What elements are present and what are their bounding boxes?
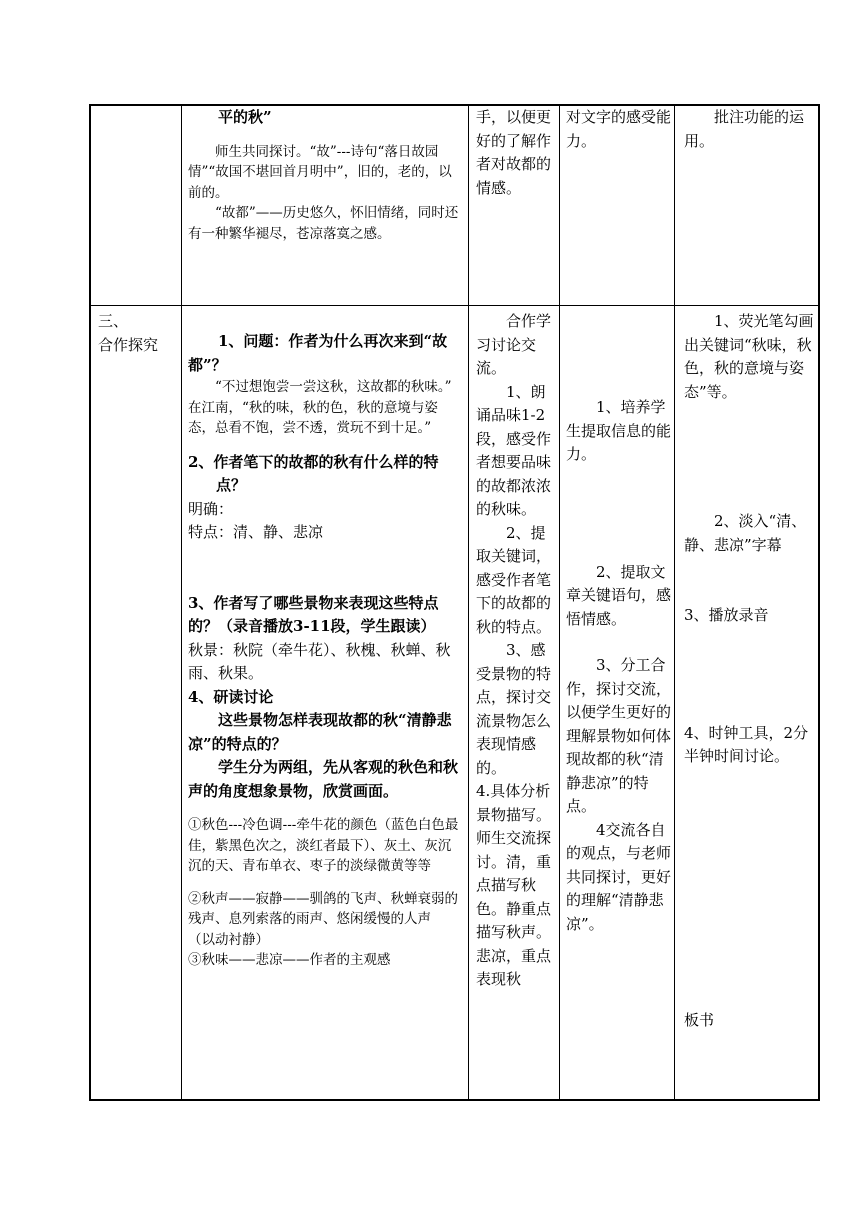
column-divider <box>674 104 675 1101</box>
column-divider <box>468 104 469 1101</box>
row1-student-activity: 手，以便更好的了解作者对故都的情感。 <box>476 108 552 197</box>
continued-heading: 平的秋” <box>218 108 272 126</box>
row2-stage <box>98 310 178 357</box>
question-4-group: 学生分为两组，先从客观的秋色和秋声的角度想象景物，欣赏画面。 <box>188 758 459 800</box>
question-3: 3、作者写了哪些景物来表现这些特点的？（录音播放3-11段，学生跟读） <box>188 593 439 635</box>
question-2: 2、作者笔下的故都的秋有什么样的特点？ <box>188 452 439 494</box>
question-1-quote: “不过想饱尝一尝这秋，这故都的秋味。” <box>215 379 452 395</box>
question-4: 4、研读讨论 <box>188 687 274 706</box>
question-1: 1、问题：作者为什么再次来到“故都”？ <box>188 332 448 374</box>
discussion-gu: 师生共同探讨。“故”---诗句“落日故园情”“故国不堪回首月明中”，旧的，老的，以前的。 <box>188 143 452 201</box>
column-divider <box>559 104 560 1101</box>
stage-number: 三、 <box>98 312 129 330</box>
discussion-gudu: “故都”——历史悠久，怀旧情绪，同时还有一种繁华褪尽，苍凉落寞之感。 <box>188 205 459 242</box>
question-3-answer: 秋景：秋院（牵牛花）、秋槐、秋蝉、秋雨、秋果。 <box>188 640 451 682</box>
question-4-sub: 这些景物怎样表现故都的秋“清静悲凉”的特点的？ <box>188 711 452 753</box>
row2-media-use: 1、荧光笔勾画出关键词“秋味，秋色，秋的意境与姿态”等。 2、淡入“清、静、悲凉”字幕 3、播放录音 4、时钟工具，2分半钟时间讨论。 板书 <box>684 310 816 1032</box>
row2-design-intent: 1、培养学生提取信息的能力。 2、提取文章关键语句，感悟情感。 3、分工合作，探讨交流，以便学生更好的理解景物如何体现故都的秋“清静悲凉”的特点。 4交流各自的观点，与老师共同探讨，更好的理解“清静悲凉”。 <box>566 398 672 933</box>
row2-teaching-content <box>188 310 464 971</box>
row1-media-use: 批注功能的运用。 <box>684 108 805 150</box>
row-divider <box>89 305 820 306</box>
stage-title: 合作探究 <box>98 335 159 354</box>
column-divider <box>181 104 182 1101</box>
row2-student-activity: 合作学习讨论交流。 1、朗诵品味1-2段，感受作者想要品味的故都浓浓的秋味。 2、提取关键词，感受作者笔下的故都的秋的特点。 3、感受景物的特点，探讨交流景物怎么表现情感的。 4.具体分析景物描写。师生交流探讨。清，重点描写秋色。静重点描写秋声。悲凉，重点表现秋 <box>476 312 552 988</box>
row1-teaching-content <box>188 106 464 244</box>
autumn-color-item: ①秋色---冷色调---牵牛花的颜色（蓝色白色最佳，紫黑色次之，淡红者最下）、灰土、灰沉沉的天、青布单衣、枣子的淡绿微黄等等 <box>188 817 459 874</box>
question-2-answer: 特点：清、静、悲凉 <box>188 523 324 541</box>
autumn-taste-item: ③秋味——悲凉——作者的主观感 <box>188 952 391 968</box>
question-1-text: 在江南，“秋的味，秋的色，秋的意境与姿态，总看不饱，尝不透，赏玩不到十足。” <box>188 399 438 436</box>
blackboard-label: 板书 <box>684 1010 715 1029</box>
question-2-label: 明确： <box>188 499 234 518</box>
autumn-sound-item: ②秋声——寂静——驯鸽的飞声、秋蝉衰弱的残声、息列索落的雨声、悠闲缓慢的人声 （以动衬静） <box>188 890 458 948</box>
row1-design-intent: 对文字的感受能力。 <box>566 108 672 150</box>
